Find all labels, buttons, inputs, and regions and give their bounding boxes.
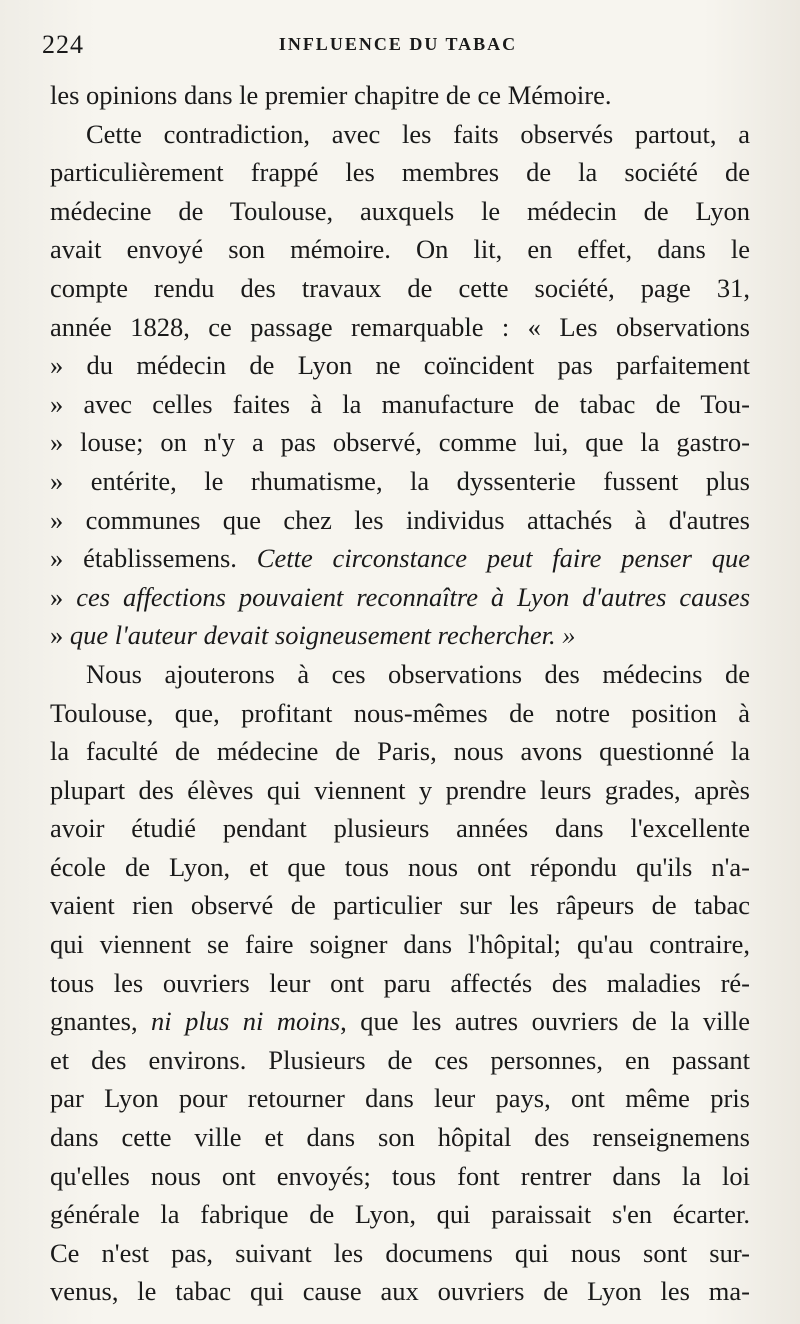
- line-text: »: [50, 620, 70, 651]
- text-line: [50, 809, 750, 848]
- text-line: [50, 925, 750, 964]
- line-text: les opinions dans le premier chapitre de ce Mémoire.: [50, 80, 612, 110]
- text-line: [50, 192, 750, 231]
- line-text: » du médecin de Lyon ne coïncident pas parfaitement: [50, 350, 750, 381]
- text-line: [50, 578, 750, 617]
- text-line: [50, 1234, 750, 1273]
- italic-text: que l'auteur devait soigneusement rechercher. »: [69, 620, 576, 651]
- line-text: » établissemens.: [50, 543, 257, 574]
- text-line: [50, 115, 750, 154]
- body-text: [50, 76, 750, 1311]
- line-text: »: [50, 581, 77, 612]
- line-text: et des environs. Plusieurs de ces personnes, en passant: [50, 1044, 750, 1075]
- italic-text: ces affections pouvaient reconnaître à Lyon d'autres causes: [76, 581, 750, 612]
- page-number: 224: [42, 30, 84, 59]
- line-text: la faculté de médecine de Paris, nous avons questionné la: [50, 736, 750, 767]
- text-line: [50, 732, 750, 771]
- line-text: particulièrement frappé les membres de la société de: [50, 157, 750, 188]
- line-text: Nous ajouterons à ces observations des médecins de: [86, 658, 750, 689]
- text-line: [50, 269, 750, 308]
- text-line: [50, 616, 750, 655]
- text-line: [50, 1272, 750, 1311]
- line-text: » communes que chez les individus attachés à d'autres: [50, 504, 750, 535]
- text-line: [50, 848, 750, 887]
- line-text: » louse; on n'y a pas observé, comme lui, que la gastro-: [50, 427, 750, 458]
- line-text: générale la fabrique de Lyon, qui paraissait s'en écarter.: [50, 1199, 750, 1230]
- line-text: dans cette ville et dans son hôpital des renseignemens: [50, 1122, 750, 1153]
- line-text: venus, le tabac qui cause aux ouvriers de Lyon les ma-: [50, 1276, 750, 1307]
- text-line: [50, 694, 750, 733]
- line-text: qui viennent se faire soigner dans l'hôpital; qu'au contraire,: [50, 929, 750, 960]
- line-text-after: , que les autres ouvriers de la ville: [340, 1006, 750, 1037]
- line-text: école de Lyon, et que tous nous ont répondu qu'ils n'a-: [50, 851, 750, 882]
- italic-text: ni plus ni moins: [151, 1006, 341, 1037]
- text-line: [50, 501, 750, 540]
- text-line: [50, 1118, 750, 1157]
- text-line: [50, 1195, 750, 1234]
- text-line: [50, 153, 750, 192]
- text-line: [50, 385, 750, 424]
- text-line: [50, 1041, 750, 1080]
- line-text: vaient rien observé de particulier sur les râpeurs de tabac: [50, 890, 750, 921]
- line-text: année 1828, ce passage remarquable : « Les observations: [50, 311, 750, 342]
- text-line: [50, 346, 750, 385]
- text-line: [50, 964, 750, 1003]
- text-line: [50, 655, 750, 694]
- line-text: » avec celles faites à la manufacture de tabac de Tou-: [50, 388, 750, 419]
- line-text: par Lyon pour retourner dans leur pays, ont même pris: [50, 1083, 750, 1114]
- text-line: [50, 423, 750, 462]
- line-text: compte rendu des travaux de cette société, page 31,: [50, 272, 750, 303]
- text-line: [50, 886, 750, 925]
- text-line: [50, 462, 750, 501]
- text-line: [50, 771, 750, 810]
- line-text: » entérite, le rhumatisme, la dyssenterie fussent plus: [50, 465, 750, 496]
- line-text: tous les ouvriers leur ont paru affectés des maladies ré-: [50, 967, 750, 998]
- running-head: INFLUENCE DU TABAC: [278, 34, 518, 54]
- italic-text: Cette circonstance peut faire penser que: [256, 543, 750, 574]
- line-text: avoir étudié pendant plusieurs années dans l'excellente: [50, 813, 750, 844]
- line-text: qu'elles nous ont envoyés; tous font rentrer dans la loi: [50, 1160, 750, 1191]
- line-text: médecine de Toulouse, auxquels le médecin de Lyon: [50, 195, 750, 226]
- page-header: [42, 30, 754, 70]
- text-line: [50, 76, 750, 115]
- line-text: avait envoyé son mémoire. On lit, en effet, dans le: [50, 234, 750, 265]
- line-text: Ce n'est pas, suivant les documens qui nous sont sur-: [50, 1237, 750, 1268]
- text-line: [50, 539, 750, 578]
- line-text: plupart des élèves qui viennent y prendre leurs grades, après: [50, 774, 750, 805]
- text-line: [50, 1002, 750, 1041]
- line-text: Cette contradiction, avec les faits observés partout, a: [86, 118, 750, 149]
- line-text: Toulouse, que, profitant nous-mêmes de notre position à: [50, 697, 750, 728]
- text-line: [50, 230, 750, 269]
- line-text: gnantes,: [50, 1006, 152, 1037]
- text-line: [50, 1079, 750, 1118]
- text-line: [50, 308, 750, 347]
- text-line: [50, 1157, 750, 1196]
